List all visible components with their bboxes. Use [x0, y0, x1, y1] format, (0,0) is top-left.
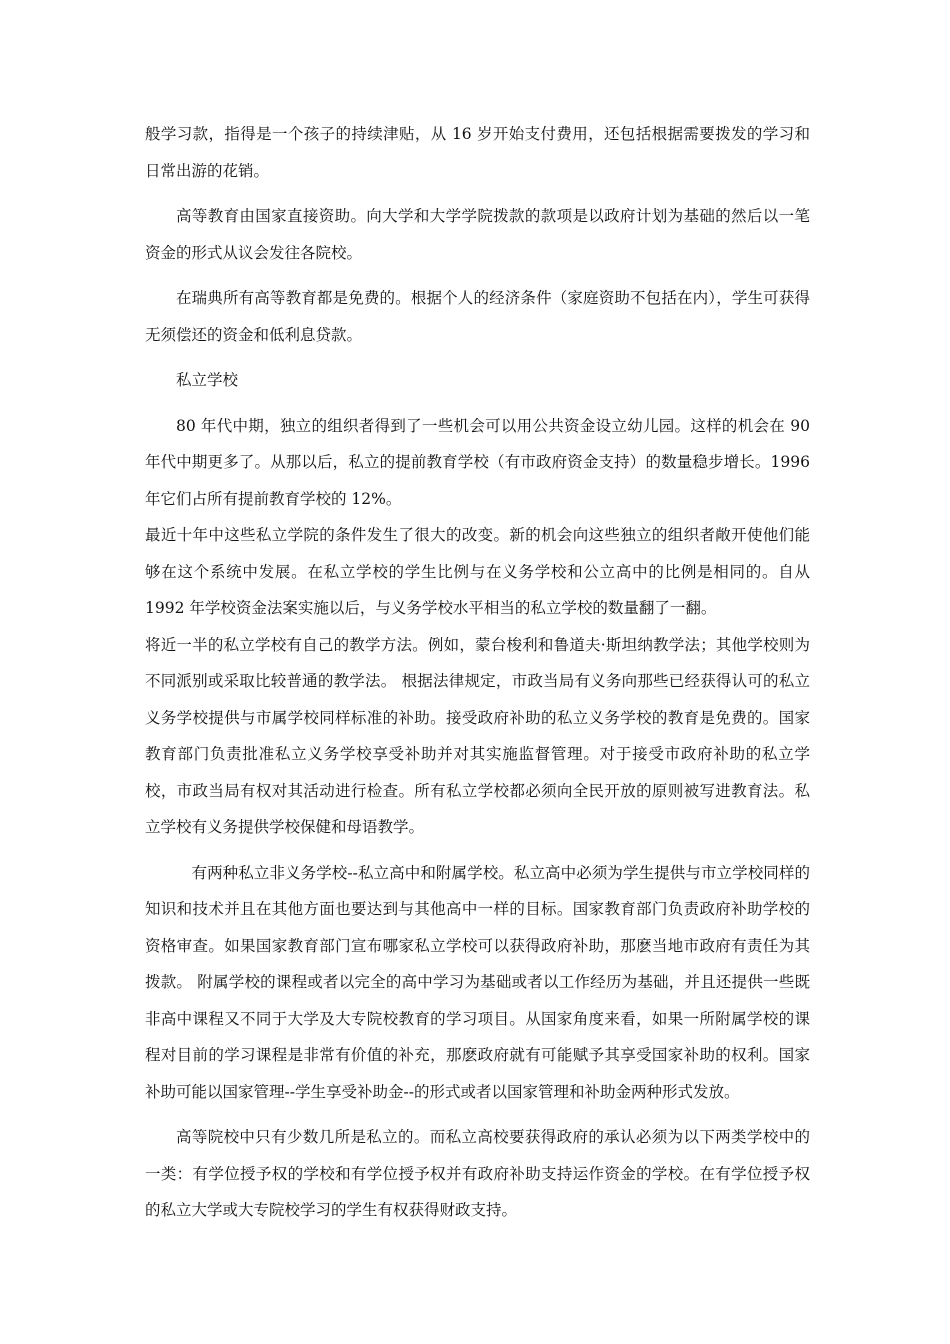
section-heading-private-schools: 私立学校 — [176, 371, 239, 389]
paragraph-private-universities: 高等院校中只有少数几所是私立的。而私立高校要获得政府的承认必须为以下两类学校中的一类：有学位授予权的学校和有学位授予权并有政府补助支持运作资金的学校。在有学位授予权的私立大学或大专院校学习的学生有权获得财政支持。 — [145, 1128, 810, 1219]
paragraph-free-higher-education: 在瑞典所有高等教育都是免费的。根据个人的经济条件（家庭资助不包括在内），学生可获得无须偿还的资金和低利息贷款。 — [145, 289, 810, 344]
paragraph-study-allowance: 般学习款，指得是一个孩子的持续津贴，从 16 岁开始支付费用，还包括根据需要拨发的学习和日常出游的花销。 — [145, 125, 810, 180]
document-body — [145, 116, 810, 1229]
paragraph-teaching-methods: 将近一半的私立学校有自己的教学方法。例如，蒙台梭利和鲁道夫·斯坦纳教学法；其他学校则为不同派别或采取比较普通的教学法。 根据法律规定，市政当局有义务向那些已经获得认可的私立义务学校提供与市属学校同样标准的补助。接受政府补助的私立义务学校的教育是免费的。国家教育部门负责批准私立义务学校享受补助并对其实施监督管理。对于接受市政府补助的私立学校，市政当局有权对其活动进行检查。所有私立学校都必须向全民开放的原则被写进教育法。私立学校有义务提供学校保健和母语教学。 — [145, 635, 810, 836]
paragraph-higher-education-funding: 高等教育由国家直接资助。向大学和大学学院拨款的款项是以政府计划为基础的然后以一笔资金的形式从议会发往各院校。 — [145, 207, 810, 262]
paragraph-non-compulsory-schools: 有两种私立非义务学校--私立高中和附属学校。私立高中必须为学生提供与市立学校同样的知识和技术并且在其他方面也要达到与其他高中一样的目标。国家教育部门负责政府补助学校的资格审查。如果国家教育部门宣布哪家私立学校可以获得政府补助，那麽当地市政府有责任为其拨款。 附属学校的课程或者以完全的高中学习为基础或者以工作经历为基础，并且还提供一些既非高中课程又不同于大学及大专院校教育的学习项目。从国家角度来看，如果一所附属学校的课程对目前的学习课程是非常有价值的补充，那麽政府就有可能赋予其享受国家补助的权利。国家补助可能以国家管理--学生享受补助金--的形式或者以国家管理和补助金两种形式发放。 — [145, 863, 810, 1101]
paragraph-private-school-changes: 最近十年中这些私立学院的条件发生了很大的改变。新的机会向这些独立的组织者敞开使他们能够在这个系统中发展。在私立学校的学生比例与在义务学校和公立高中的比例是相同的。自从 1992 年学校资金法案实施以后，与义务学校水平相当的私立学校的数量翻了一翻。 — [145, 526, 810, 617]
paragraph-private-preschools: 80 年代中期，独立的组织者得到了一些机会可以用公共资金设立幼儿园。这样的机会在 90 年代中期更多了。从那以后，私立的提前教育学校（有市政府资金支持）的数量稳步增长。1996 年它们占所有提前教育学校的 12%。 — [145, 416, 810, 508]
